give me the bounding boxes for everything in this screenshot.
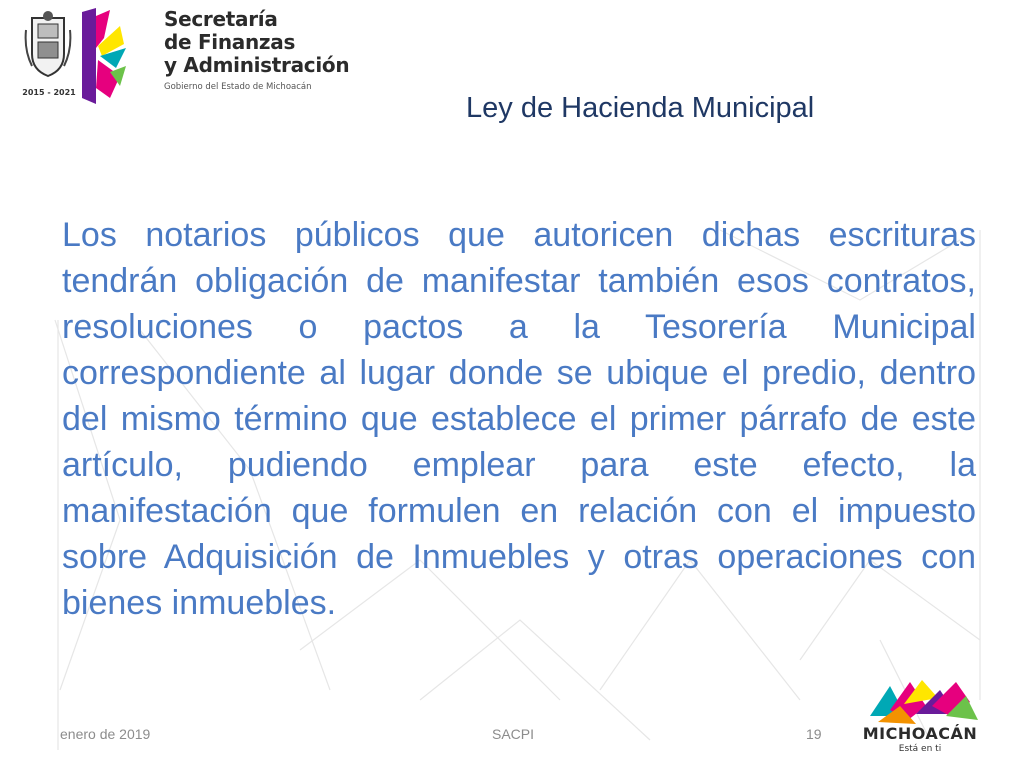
slide-body-text: Los notarios públicos que autoricen dichas escrituras tendrán obligación de manifestar también esos contratos, resoluciones o pactos a la Tesorería Municipal correspondiente al lugar donde se ubique el predio, dentro del mismo término que establece el primer párrafo de este artículo, pudiendo emplear para este efecto, la manifestación que formulen en relación con el impuesto sobre Adquisición de Inmuebles y otras operaciones con bienes inmuebles. (62, 216, 976, 622)
org-name-line-2: de Finanzas (164, 30, 296, 54)
org-name-line-3: y Administración (164, 53, 350, 77)
michoacan-brand-name: MICHOACÁN (862, 724, 978, 743)
slide-title: Ley de Hacienda Municipal (466, 92, 815, 124)
page-number: 19 (806, 726, 822, 742)
organization-subtitle: Gobierno del Estado de Michoacán (164, 82, 312, 92)
state-coat-of-arms-icon (24, 10, 72, 82)
k-brand-logo-icon (80, 8, 130, 104)
michoacan-color-mark-icon (860, 676, 984, 730)
organization-name (164, 8, 349, 77)
org-name-line-1: Secretaría (164, 7, 278, 31)
seal-years: 2015 - 2021 (22, 88, 76, 97)
footer-center-text: SACPI (492, 726, 535, 742)
footer-date: enero de 2019 (60, 726, 151, 742)
michoacan-slogan: Está en ti (898, 744, 942, 754)
header-logo-block (18, 6, 398, 106)
